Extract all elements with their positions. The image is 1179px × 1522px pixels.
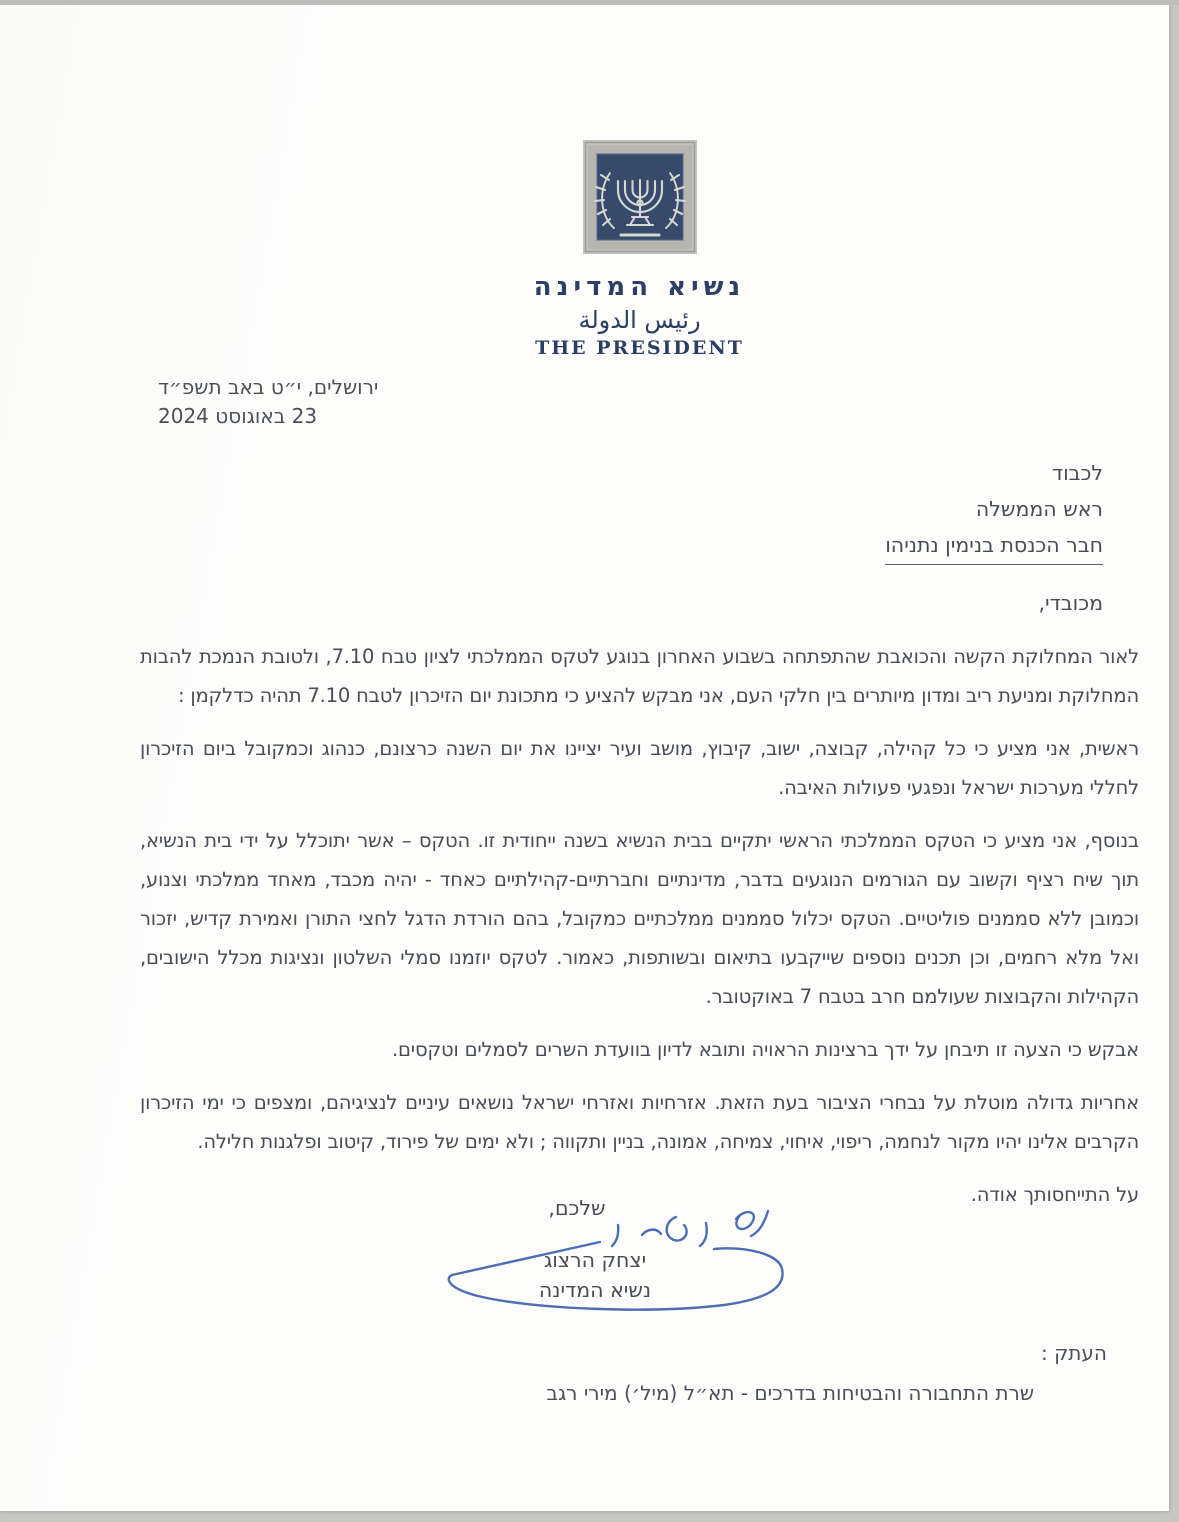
letter-body xyxy=(140,637,1139,1214)
hebrew-date: ירושלים, י״ט באב תשפ״ד xyxy=(158,375,379,399)
recipient-title: ראש הממשלה xyxy=(975,497,1103,521)
copy-recipient: שרת התחבורה והבטיחות בדרכים - תא״ל (מיל׳) מירי רגב xyxy=(546,1381,1034,1405)
israel-state-emblem-icon xyxy=(583,140,697,254)
valediction: שלכם, xyxy=(548,1196,606,1220)
signer-name: יצחק הרצוג xyxy=(543,1248,647,1272)
paragraph-1: לאור המחלוקת הקשה והכואבת שהתפתחה בשבוע האחרון בנוגע לטקס הממלכתי לציון טבח 7.10, ולטובת הנמכת להבות המחלוקת ומניעת ריב ומדון מיותרים בין חלקי העם, אני מבקש להציע כי מתכונת יום הזיכרון לטבח 7.10 תהיה כדלקמן : xyxy=(140,645,1139,707)
paragraph-5: אחריות גדולה מוטלת על נבחרי הציבור בעת הזאת. אזרחיות ואזרחי ישראל נושאים עיניים לנציגיהם, ומצפים כי ימי הזיכרון הקרבים אלינו יהיו מקור לנחמה, ריפוי, איחוי, צמיחה, אמונה, בניין ותקווה ; ולא ימים של פירוד, קיטוב ופלגנות חלילה. xyxy=(140,1091,1139,1153)
paragraph-2: ראשית, אני מציע כי כל קהילה, קבוצה, ישוב, קיבוץ, מושב ועיר יציינו את יום השנה כרצונם, כנהוג וכמקובל ביום הזיכרון לחללי מערכות ישראל ונפגעי פעולות האיבה. xyxy=(140,737,1139,799)
date-block xyxy=(140,373,1139,431)
paragraph-6: על התייחסותך אודה. xyxy=(970,1183,1139,1206)
signer-title: נשיא המדינה xyxy=(538,1278,652,1302)
copy-label: העתק : xyxy=(1040,1341,1107,1365)
paragraph-3: בנוסף, אני מציע כי הטקס הממלכתי הראשי יתקיים בבית הנשיא בשנה ייחודית זו. הטקס – אשר יתוכלל על ידי בית הנשיא, תוך שיח רציף וקשוב עם הגורמים הנוגעים בדבר, מדינתיים וחברתיים-קהילתיים כאחד - יהיה מכבד, מאחד ממלכתי וצנוע, וכמובן ללא סממנים פוליטיים. הטקס יכלול סממנים ממלכתיים כמקובל, בהם הורדת הדגל לחצי התורן ואמירת קדיש, יזכור ואל מלא רחמים, וכן תכנים נוספים שייקבעו בתיאום ובשותפות, כאמור. לטקס יוזמנו סמלי השלטון ונציגות מכלל הישובים, הקהילות והקבוצות שעולמם חרב בטבח 7 באוקטובר. xyxy=(140,829,1139,1008)
letterhead-title-hebrew: נשיא המדינה xyxy=(533,272,746,302)
gregorian-date: 23 באוגוסט 2024 xyxy=(158,404,318,428)
recipient-name: חבר הכנסת בנימין נתניהו xyxy=(885,527,1103,565)
closing-block xyxy=(445,1193,745,1305)
letterhead-title-english: THE PRESIDENT xyxy=(535,337,744,359)
scan-edge xyxy=(0,0,1179,5)
letter-paper xyxy=(0,5,1169,1511)
footer-copy-block xyxy=(40,1341,1129,1405)
salutation: מכובדי, xyxy=(1038,591,1103,615)
letterhead xyxy=(140,5,1139,359)
paragraph-4: אבקש כי הצעה זו תיבחן על ידך ברצינות הראויה ותובא לדיון בוועדת השרים לסמלים וטקסים. xyxy=(392,1038,1139,1061)
letterhead-title-arabic: رئيس الدولة xyxy=(578,306,701,334)
recipient-honorific: לכבוד xyxy=(1051,461,1103,485)
recipient-block xyxy=(140,455,1139,565)
letter-content xyxy=(0,5,1169,1214)
